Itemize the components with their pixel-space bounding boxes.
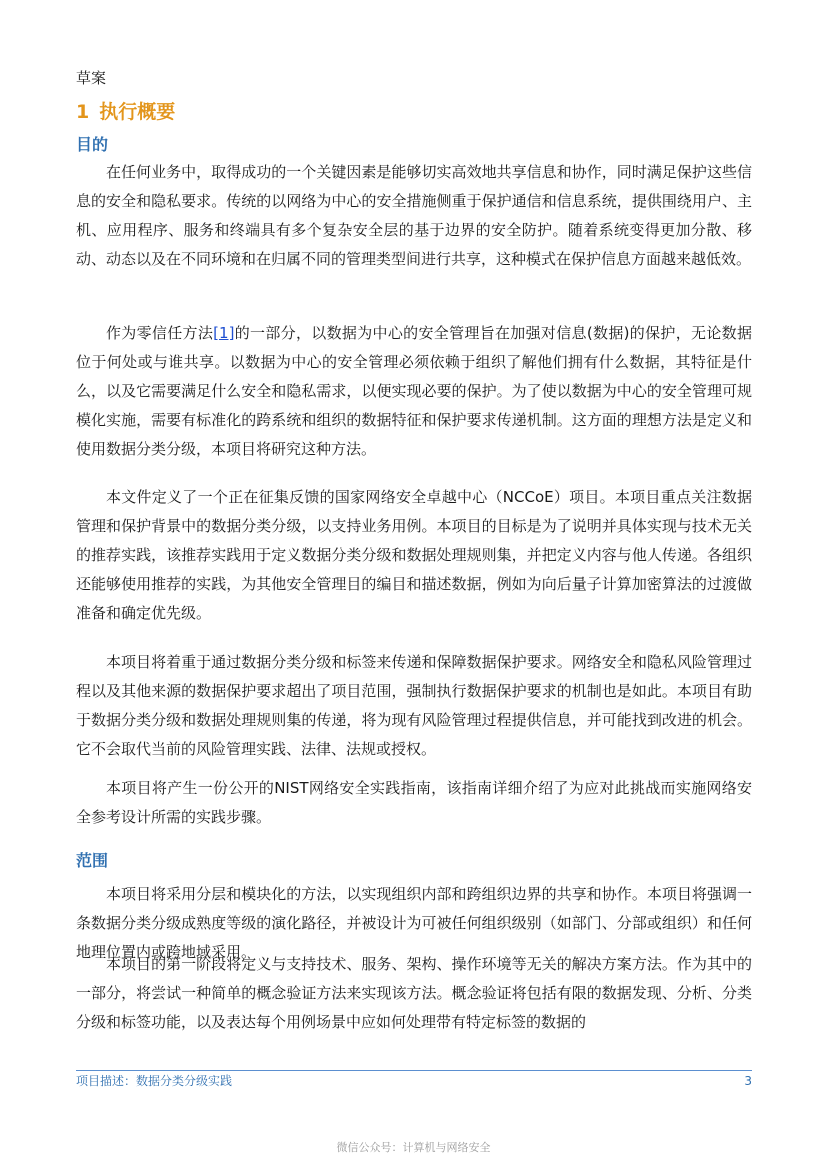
footer-divider — [76, 1070, 752, 1071]
purpose-paragraph-2 — [76, 319, 752, 464]
scope-heading: 范围 — [76, 851, 109, 870]
section-heading — [76, 100, 175, 124]
purpose-paragraph-5: 本项目将产生一份公开的NIST网络安全实践指南，该指南详细介绍了为应对此挑战而实施网络安全参考设计所需的实践步骤。 — [76, 779, 752, 826]
section-number: 1 — [76, 101, 90, 123]
purpose-paragraph-1: 在任何业务中，取得成功的一个关键因素是能够切实高效地共享信息和协作，同时满足保护这些信息的安全和隐私要求。传统的以网络为中心的安全措施侧重于保护通信和信息系统，提供围绕用户、主机、应用程序、服务和终端具有多个复杂安全层的基于边界的安全防护。随着系统变得更加分散、移动、动态以及在不同环境和在归属不同的管理类型间进行共享，这种模式在保护信息方面越来越低效。 — [76, 163, 752, 268]
purpose-paragraph-2-lead: 作为零信任方法 — [106, 324, 214, 342]
purpose-paragraph-3: 本文件定义了一个正在征集反馈的国家网络安全卓越中心（NCCoE）项目。本项目重点关注数据管理和保护背景中的数据分类分级，以支持业务用例。本项目的目标是为了说明并具体实现与技术无关的推荐实践，该推荐实践用于定义数据分类分级和数据处理规则集，并把定义内容与他人传递。各组织还能够使用推荐的实践，为其他安全管理目的编目和描述数据，例如为向后量子计算加密算法的过渡做准备和确定优先级。 — [76, 488, 752, 622]
purpose-paragraph-4: 本项目将着重于通过数据分类分级和标签来传递和保障数据保护要求。网络安全和隐私风险管理过程以及其他来源的数据保护要求超出了项目范围，强制执行数据保护要求的机制也是如此。本项目有助于数据分类分级和数据处理规则集的传递，将为现有风险管理过程提供信息，并可能找到改进的机会。它不会取代当前的风险管理实践、法律、法规或授权。 — [76, 653, 752, 758]
footer-title: 项目描述：数据分类分级实践 — [76, 1074, 233, 1088]
scope-paragraph-1: 本项目将采用分层和模块化的方法，以实现组织内部和跨组织边界的共享和协作。本项目将强调一条数据分类分级成熟度等级的演化路径，并被设计为可被任何组织级别（如部门、分部或组织）和任何地理位置内或跨地域采用。 — [76, 885, 752, 961]
purpose-paragraph-2-rest: 的一部分，以数据为中心的安全管理旨在加强对信息(数据)的保护，无论数据位于何处或与谁共享。以数据为中心的安全管理必须依赖于组织了解他们拥有什么数据，其特征是什么，以及它需要满足什么安全和隐私需求，以便实现必要的保护。为了使以数据为中心的安全管理可规模化实施，需要有标准化的跨系统和组织的数据特征和保护要求传递机制。这方面的理想方法是定义和使用数据分类分级，本项目将研究这种方法。 — [76, 324, 752, 458]
purpose-heading: 目的 — [76, 135, 109, 154]
section-title: 执行概要 — [99, 101, 176, 123]
watermark-text: 微信公众号：计算机与网络安全 — [336, 1141, 491, 1154]
draft-label: 草案 — [76, 69, 107, 87]
page-number: 3 — [744, 1074, 752, 1088]
reference-link[interactable]: [1] — [213, 324, 235, 342]
scope-paragraph-2: 本项目的第一阶段将定义与支持技术、服务、架构、操作环境等无关的解决方案方法。作为其中的一部分，将尝试一种简单的概念验证方法来实现该方法。概念验证将包括有限的数据发现、分析、分类分级和标签功能，以及表达每个用例场景中应如何处理带有特定标签的数据的 — [76, 955, 752, 1031]
